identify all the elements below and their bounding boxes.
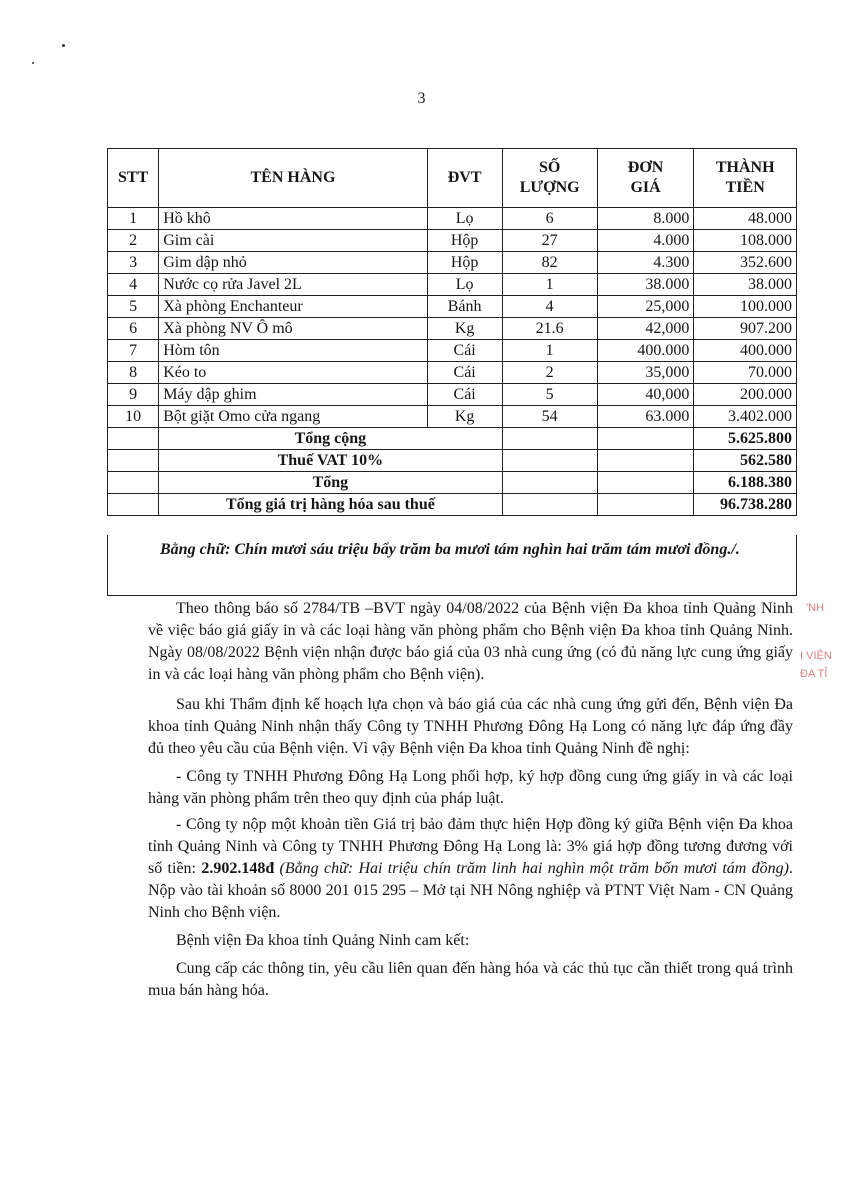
header-price — [597, 149, 694, 208]
guarantee-amount: 2.902.148đ — [201, 860, 275, 877]
summary-row-subtotal — [108, 428, 797, 450]
cell-qty: 5 — [502, 384, 597, 406]
summary-value: 562.580 — [694, 450, 797, 472]
cell-stt: 6 — [108, 318, 159, 340]
header-total — [694, 149, 797, 208]
cell-dvt: Bánh — [427, 296, 502, 318]
summary-label: Tổng — [159, 472, 502, 494]
paragraph-commitment-detail: Cung cấp các thông tin, yêu cầu liên quan đến hàng hóa và các thủ tục cần thiết trong quá trình mua bán hàng hóa. — [148, 960, 793, 999]
table-row — [108, 252, 797, 274]
cell-price: 25,000 — [597, 296, 694, 318]
table-row — [108, 274, 797, 296]
cell-stt: 9 — [108, 384, 159, 406]
summary-label: Tổng cộng — [159, 428, 502, 450]
header-dvt: ĐVT — [427, 149, 502, 208]
cell-qty: 27 — [502, 230, 597, 252]
cell-total: 400.000 — [694, 340, 797, 362]
cell-dvt: Kg — [427, 318, 502, 340]
cell-dvt: Cái — [427, 362, 502, 384]
stamp-fragment: ĐA TỈ — [800, 668, 828, 680]
goods-table — [107, 148, 797, 516]
cell-dvt: Hộp — [427, 252, 502, 274]
cell-price: 40,000 — [597, 384, 694, 406]
cell-name: Kéo to — [159, 362, 428, 384]
header-total-line2: TIỀN — [725, 179, 765, 196]
header-total-line1: THÀNH — [715, 159, 775, 176]
cell-stt: 10 — [108, 406, 159, 428]
summary-value: 5.625.800 — [694, 428, 797, 450]
cell-qty: 6 — [502, 208, 597, 230]
cell-name: Xà phòng Enchanteur — [159, 296, 428, 318]
cell-price: 8.000 — [597, 208, 694, 230]
guarantee-text: - Công ty nộp một khoản tiền Giá trị bảo đảm thực hiện Hợp đồng ký giữa Bệnh viện Đa khoa tỉnh Quảng Ninh và Công ty TNHH Phương Đông Hạ Long là: 3% giá hợp đồng tương đương với số tiền: — [148, 816, 793, 877]
cell-qty: 54 — [502, 406, 597, 428]
cell-name: Hồ khô — [159, 208, 428, 230]
summary-label: Thuế VAT 10% — [159, 450, 502, 472]
cell-dvt: Kg — [427, 406, 502, 428]
paragraph-appraisal: Sau khi Thẩm định kế hoạch lựa chọn và báo giá của các nhà cung ứng gửi đến, Bệnh viện Đa khoa tỉnh Quảng Ninh nhận thấy Công ty TNHH Phương Đông Hạ Long có năng lực đáp ứng đầy đủ theo yêu cầu của Bệnh viện. Vì vậy Bệnh viện Đa khoa tỉnh Quảng Ninh đề nghị: — [148, 696, 793, 757]
summary-row-total — [108, 472, 797, 494]
cell-qty: 2 — [502, 362, 597, 384]
scan-speck — [32, 62, 34, 64]
cell-name: Gim cài — [159, 230, 428, 252]
table-row — [108, 230, 797, 252]
cell-price: 4.300 — [597, 252, 694, 274]
cell-total: 3.402.000 — [694, 406, 797, 428]
cell-price: 63.000 — [597, 406, 694, 428]
summary-value: 96.738.280 — [694, 494, 797, 516]
table-row — [108, 362, 797, 384]
cell-name: Gim dập nhỏ — [159, 252, 428, 274]
guarantee-amount-words: (Bằng chữ: Hai triệu chín trăm linh hai nghìn một trăm bốn mươi tám đồng) — [274, 860, 789, 877]
cell-name: Bột giặt Omo cửa ngang — [159, 406, 428, 428]
summary-row-after-tax — [108, 494, 797, 516]
summary-label: Tổng giá trị hàng hóa sau thuế — [159, 494, 502, 516]
cell-qty: 4 — [502, 296, 597, 318]
cell-name: Máy dập ghim — [159, 384, 428, 406]
stamp-fragment: I VIỆN — [800, 650, 832, 662]
cell-qty: 21.6 — [502, 318, 597, 340]
paragraph-commitment: Bệnh viện Đa khoa tỉnh Quảng Ninh cam kết: — [176, 932, 470, 949]
paragraph-request-2 — [148, 814, 793, 924]
cell-dvt: Lọ — [427, 208, 502, 230]
cell-total: 48.000 — [694, 208, 797, 230]
cell-total: 100.000 — [694, 296, 797, 318]
cell-dvt: Cái — [427, 384, 502, 406]
cell-name: Xà phòng NV Ô mô — [159, 318, 428, 340]
cell-price: 4.000 — [597, 230, 694, 252]
header-price-line1: ĐƠN — [627, 159, 664, 176]
header-price-line2: GIÁ — [630, 179, 661, 196]
table-row — [108, 208, 797, 230]
cell-stt: 1 — [108, 208, 159, 230]
cell-stt: 2 — [108, 230, 159, 252]
amount-in-words: Bằng chữ: Chín mươi sáu triệu bẩy trăm ba mươi tám nghìn hai trăm tám mươi đồng./. — [107, 535, 797, 596]
cell-qty: 1 — [502, 340, 597, 362]
cell-price: 35,000 — [597, 362, 694, 384]
header-name: TÊN HÀNG — [159, 149, 428, 208]
cell-dvt: Lọ — [427, 274, 502, 296]
table-row — [108, 406, 797, 428]
header-qty-line1: SỐ — [538, 159, 561, 176]
scan-speck — [62, 44, 65, 47]
cell-total: 70.000 — [694, 362, 797, 384]
body-text — [148, 598, 793, 1002]
table-header-row — [108, 149, 797, 208]
cell-stt: 5 — [108, 296, 159, 318]
cell-stt: 3 — [108, 252, 159, 274]
cell-price: 38.000 — [597, 274, 694, 296]
guarantee-account: . Nộp vào tài khoản số 8000 201 015 295 – Mở tại NH Nông nghiệp và PTNT Việt Nam - CN Quảng Ninh cho Bệnh viện. — [148, 860, 793, 921]
cell-name: Nước cọ rửa Javel 2L — [159, 274, 428, 296]
cell-total: 38.000 — [694, 274, 797, 296]
cell-total: 907.200 — [694, 318, 797, 340]
cell-qty: 82 — [502, 252, 597, 274]
cell-qty: 1 — [502, 274, 597, 296]
table-row — [108, 318, 797, 340]
cell-total: 352.600 — [694, 252, 797, 274]
header-stt: STT — [108, 149, 159, 208]
page-number: 3 — [417, 90, 426, 107]
cell-total: 200.000 — [694, 384, 797, 406]
summary-row-vat — [108, 450, 797, 472]
header-qty — [502, 149, 597, 208]
cell-total: 108.000 — [694, 230, 797, 252]
paragraph-notice: Theo thông báo số 2784/TB –BVT ngày 04/08/2022 của Bệnh viện Đa khoa tỉnh Quảng Ninh về việc báo giá giấy in và các loại hàng văn phòng phẩm cho Bệnh viện Đa khoa tỉnh Quảng Ninh. Ngày 08/08/2022 Bệnh viện nhận được báo giá của 03 nhà cung ứng (có đủ năng lực cung ứng giấy in và các loại hàng văn phòng phẩm cho Bệnh viện). — [148, 600, 793, 683]
table-row — [108, 340, 797, 362]
cell-dvt: Cái — [427, 340, 502, 362]
header-qty-line2: LƯỢNG — [519, 179, 580, 196]
cell-stt: 4 — [108, 274, 159, 296]
table-row — [108, 384, 797, 406]
cell-price: 400.000 — [597, 340, 694, 362]
stamp-fragment: 'NH — [806, 602, 824, 614]
table-row — [108, 296, 797, 318]
summary-value: 6.188.380 — [694, 472, 797, 494]
cell-price: 42,000 — [597, 318, 694, 340]
cell-dvt: Hộp — [427, 230, 502, 252]
paragraph-request-1: - Công ty TNHH Phương Đông Hạ Long phối hợp, ký hợp đồng cung ứng giấy in và các loại hàng văn phòng phẩm trên theo quy định của pháp luật. — [148, 768, 793, 807]
cell-stt: 7 — [108, 340, 159, 362]
cell-stt: 8 — [108, 362, 159, 384]
cell-name: Hòm tôn — [159, 340, 428, 362]
